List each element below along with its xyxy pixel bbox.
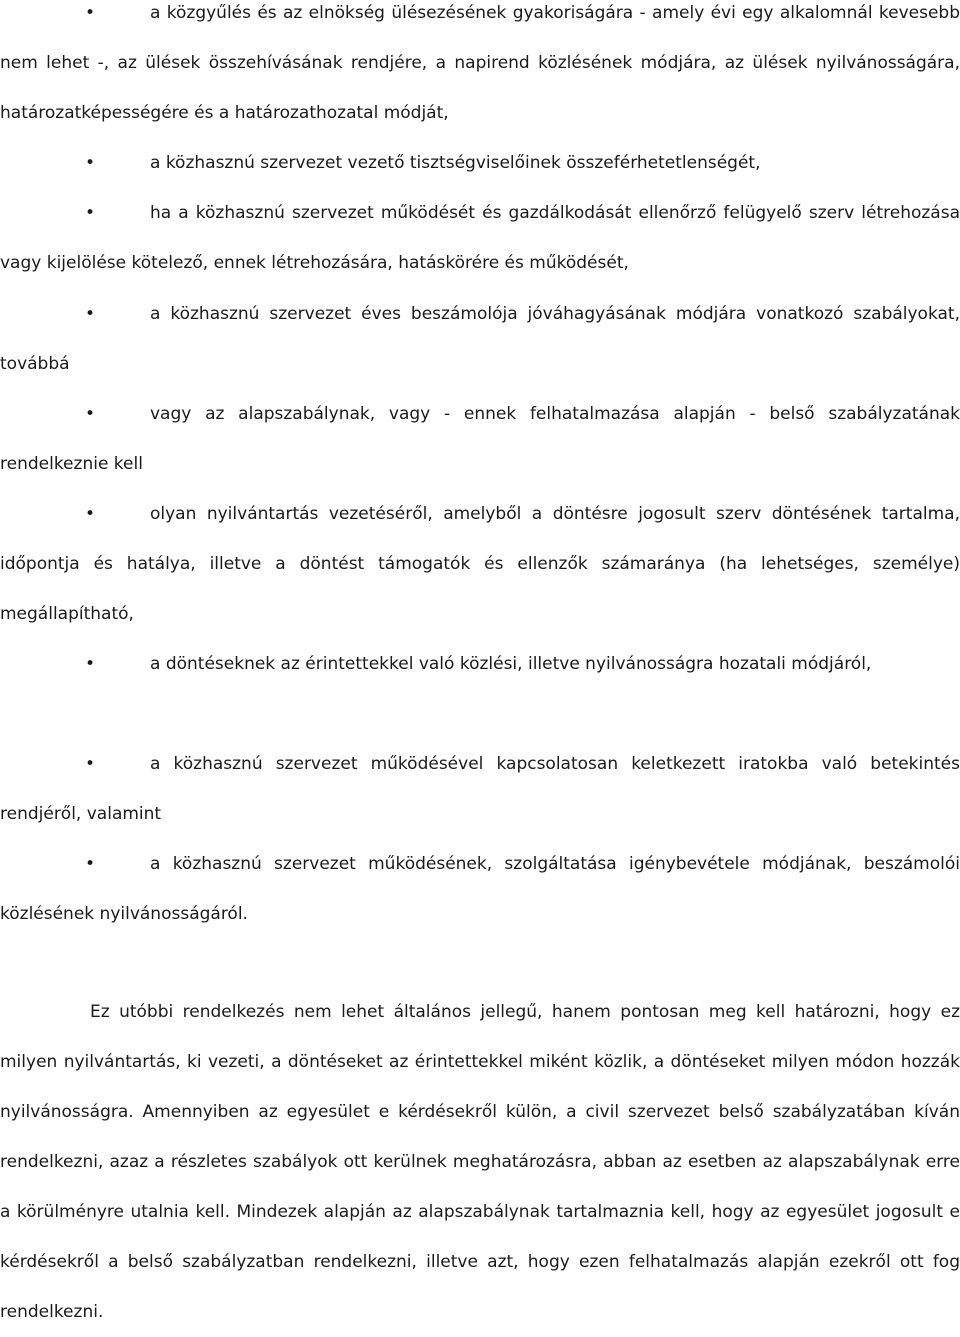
list-item-text: olyan nyilvántartás vezetéséről, amelyből a döntésre jogosult szerv döntésének tartalma, időpontja és hatálya, illetve a döntést támogatók és ellenzők számaránya (ha lehetséges, személye) megállapítható, [0,504,960,624]
bullet-icon: • [85,3,96,23]
list-item [0,138,960,188]
bullet-icon: • [85,304,96,324]
list-item-text: a közhasznú szervezet éves beszámolója jóváhagyásának módjára vonatkozó szabályokat, továbbá [0,304,960,374]
bullet-icon: • [85,203,96,223]
list-item [0,389,960,489]
bullet-icon: • [85,153,96,173]
list-item [0,188,960,288]
list-item-text: ha a közhasznú szervezet működését és gazdálkodását ellenőrző felügyelő szerv létrehozása vagy kijelölése kötelező, ennek létrehozására, hatáskörére és működését, [0,203,960,273]
body-paragraph [0,987,960,1337]
bullet-icon: • [85,854,96,874]
list-item [0,639,960,689]
list-item-text: a közhasznú szervezet vezető tisztségviselőinek összeférhetetlenségét, [150,153,761,173]
list-item-text: a közgyűlés és az elnökség ülésezésének gyakoriságára - amely évi egy alkalomnál kevesebb nem lehet -, az ülések összehívásának rendjére, a napirend közlésének módjára, az ülések nyilvánosságára, határozatképességére és a határozathozatal módját, [0,3,960,123]
list-item [0,0,960,138]
bullet-icon: • [85,754,96,774]
list-item-text: a közhasznú szervezet működésével kapcsolatosan keletkezett iratokba való betekintés rendjéről, valamint [0,754,960,824]
list-item [0,839,960,939]
list-item-text: a döntéseknek az érintettekkel való közlési, illetve nyilvánosságra hozatali módjáról, [150,654,872,674]
list-item-text: a közhasznú szervezet működésének, szolgáltatása igénybevétele módjának, beszámolói közlésének nyilvánosságáról. [0,854,960,924]
list-item [0,739,960,839]
list-item [0,289,960,389]
list-item [0,489,960,639]
paragraph-text: Ez utóbbi rendelkezés nem lehet általános jellegű, hanem pontosan meg kell határozni, hogy ez milyen nyilvántartás, ki vezeti, a döntéseket az érintettekkel miként közlik, a döntéseket milyen módon hozzák nyilvánosságra. Amennyiben az egyesület e kérdésekről külön, a civil szervezet belső szabályzatában kíván rendelkezni, azaz a részletes szabályok ott kerülnek meghatározásra, abban az esetben az alapszabálynak erre a körülményre utalnia kell. Mindezek alapján az alapszabálynak tartalmaznia kell, hogy az egyesület jogosult e kérdésekről a belső szabályzatban rendelkezni, illetve azt, hogy ezen felhatalmazás alapján ezekről ott fog rendelkezni. [0,1002,960,1322]
list-item-text: vagy az alapszabálynak, vagy - ennek felhatalmazása alapján - belső szabályzatának rendelkeznie kell [0,404,960,474]
bullet-icon: • [85,654,96,674]
bullet-icon: • [85,504,96,524]
bullet-icon: • [85,404,96,424]
